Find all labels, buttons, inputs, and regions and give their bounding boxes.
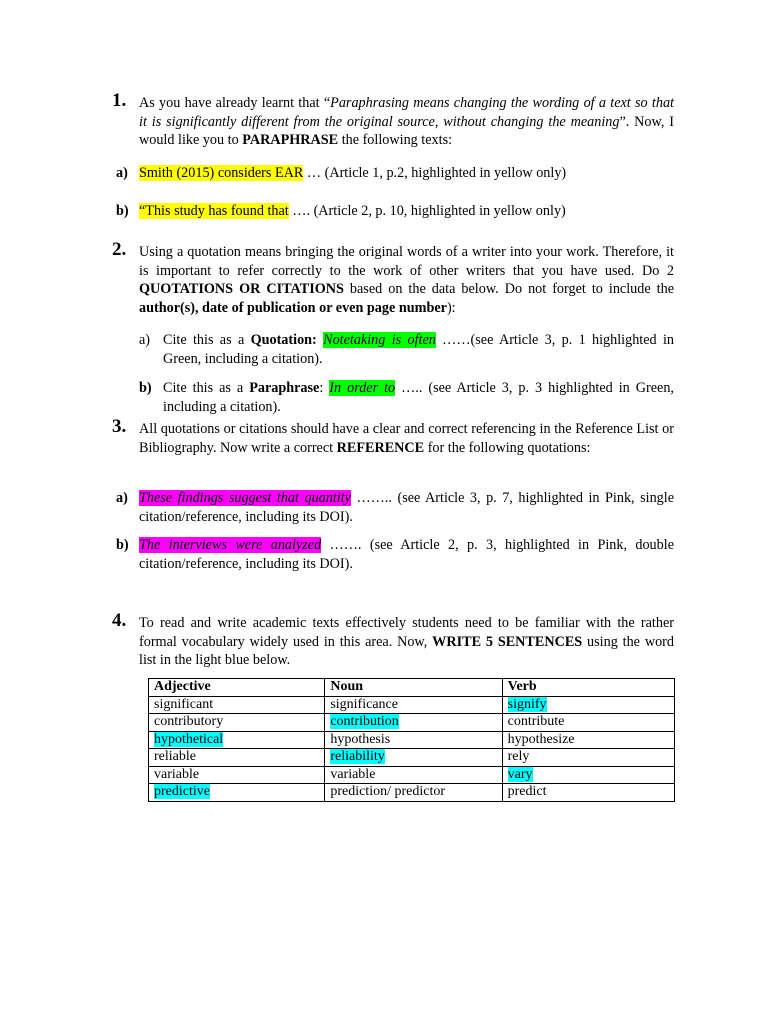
question-1 <box>112 90 674 150</box>
highlighted-cell: reliability <box>330 749 385 765</box>
highlighted-text: Smith (2015) considers EAR <box>139 165 304 181</box>
highlighted-text: The interviews were analyzed <box>139 537 322 553</box>
question-2-item-b: b) Cite this as a Paraphrase: In order to ….. (see Article 3, p. 3 highlighted in Green, including a citation). <box>139 380 674 415</box>
table-cell: contributory <box>154 714 224 730</box>
table-row <box>149 731 675 749</box>
table-row <box>149 784 675 802</box>
question-3-item-b: b) The interviews were analyzed ……. (see Article 2, p. 3, highlighted in Pink, double citation/reference, including its DOI). <box>116 537 674 572</box>
highlighted-text: Notetaking is often <box>323 332 436 348</box>
question-number: 1. <box>112 90 127 111</box>
question-text: All quotations or citations should have a clear and correct referencing in the Reference List or Bibliography. Now write a correct REFERENCE for the following quotations: <box>139 421 674 456</box>
highlighted-text: In order to <box>329 380 396 396</box>
table-row <box>149 749 675 767</box>
question-text: Using a quotation means bringing the original words of a writer into your work. Therefore, it is important to refer correctly to the work of other writers that you have used. Do 2 QUOTATIONS OR CITATIONS based on the data below. Do not forget to include the author(s), date of publication or even page number): <box>139 244 674 316</box>
table-cell: significance <box>330 696 398 712</box>
table-cell: rely <box>507 749 530 765</box>
column-header: Adjective <box>149 679 325 697</box>
question-number: 4. <box>112 610 127 631</box>
table-cell: significant <box>154 696 214 712</box>
table-header-row <box>149 679 675 697</box>
table-row <box>149 696 675 714</box>
item-label: a) <box>116 165 128 181</box>
question-1-item-b: b) “This study has found that …. (Article 2, p. 10, highlighted in yellow only) <box>116 203 566 219</box>
table-cell: variable <box>154 766 200 782</box>
table-cell: hypothesize <box>507 731 575 747</box>
column-header: Verb <box>502 679 674 697</box>
question-2-item-a: a) Cite this as a Quotation: Notetaking is often ……(see Article 3, p. 1 highlighted in Green, including a citation). <box>139 332 674 367</box>
table-cell: reliable <box>154 749 196 765</box>
table-cell: hypothesis <box>330 731 391 747</box>
item-label: b) <box>116 203 129 219</box>
question-1-item-a: a) Smith (2015) considers EAR … (Article 1, p.2, highlighted in yellow only) <box>116 165 567 181</box>
table-row <box>149 714 675 732</box>
item-label: a) <box>116 490 128 506</box>
highlighted-cell: signify <box>507 696 547 712</box>
question-number: 2. <box>112 239 127 260</box>
item-label: a) <box>139 332 151 348</box>
item-label: b) <box>116 537 129 553</box>
table-cell: predict <box>507 784 547 800</box>
question-text: To read and write academic texts effectively students need to be familiar with the rather formal vocabulary widely used in this area. Now, WRITE 5 SENTENCES using the word list in the light blue below. <box>139 615 674 668</box>
question-3-item-a: a) These findings suggest that quantity …….. (see Article 3, p. 7, highlighted in Pink, single citation/reference, including its DOI). <box>116 490 674 525</box>
highlighted-cell: vary <box>507 766 533 782</box>
table-cell: contribute <box>507 714 565 730</box>
question-2 <box>112 239 674 317</box>
highlighted-cell: predictive <box>154 784 210 800</box>
vocabulary-table <box>148 678 675 802</box>
question-text: As you have already learnt that “Paraphrasing means changing the wording of a text so that it is significantly different from the original source, without changing the meaning”. Now, I would like you to PARAPHRASE the following texts: <box>139 95 674 148</box>
table-row <box>149 766 675 784</box>
table-cell: variable <box>330 766 376 782</box>
item-label: b) <box>139 380 152 396</box>
highlighted-cell: hypothetical <box>154 731 224 747</box>
question-3 <box>112 416 674 457</box>
column-header: Noun <box>325 679 502 697</box>
highlighted-text: “This study has found that <box>139 203 289 219</box>
question-4 <box>112 610 674 670</box>
table-cell: prediction/ predictor <box>330 784 446 800</box>
highlighted-text: These findings suggest that quantity <box>139 490 351 506</box>
highlighted-cell: contribution <box>330 714 399 730</box>
question-number: 3. <box>112 416 127 437</box>
